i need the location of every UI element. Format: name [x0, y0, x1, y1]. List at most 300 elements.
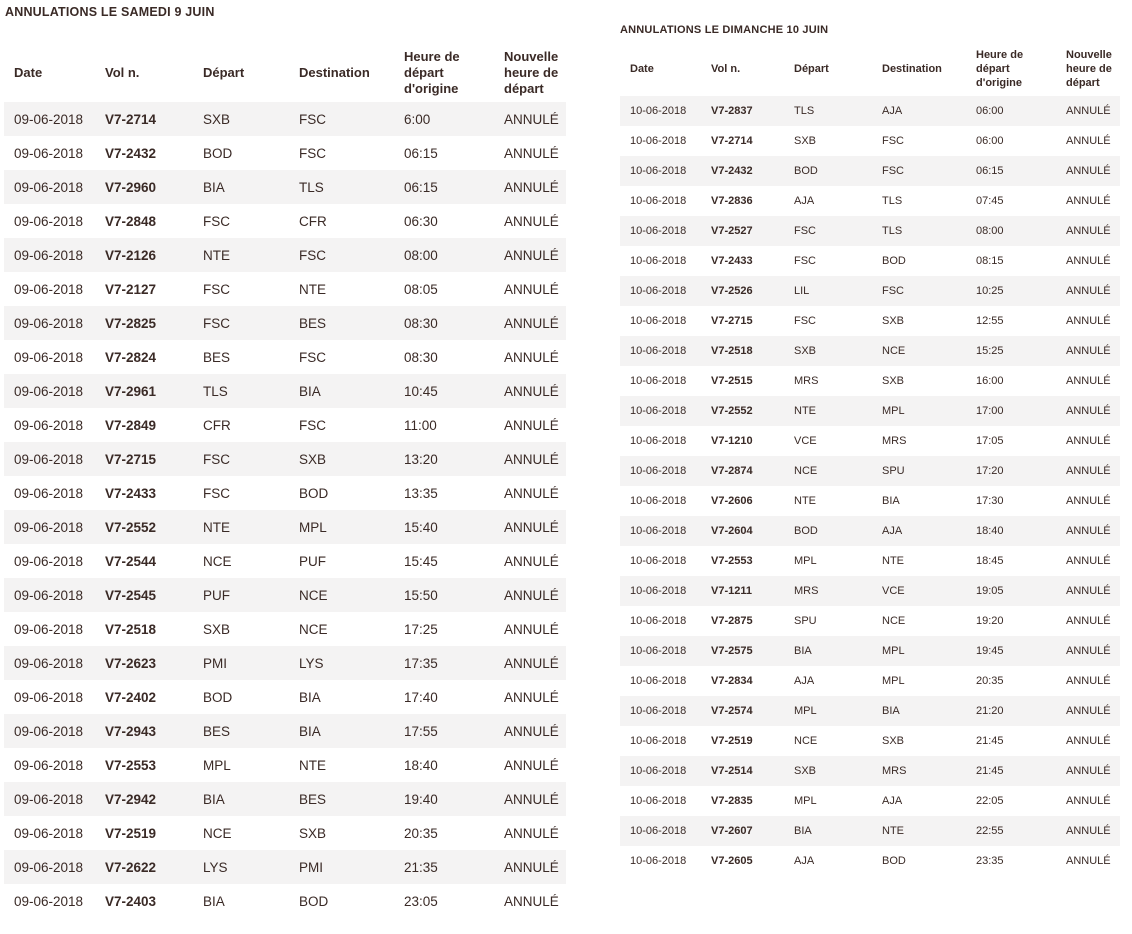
cell-original-time: 21:20	[966, 696, 1056, 726]
cell-flight: V7-2714	[95, 102, 193, 136]
cell-flight: V7-2519	[701, 726, 784, 756]
cell-new-time: ANNULÉ	[494, 340, 566, 374]
cell-original-time: 06:00	[966, 126, 1056, 156]
cell-original-time: 15:50	[394, 578, 494, 612]
table-row	[620, 96, 1120, 126]
sunday-table-header	[620, 44, 1120, 96]
cell-original-time: 17:35	[394, 646, 494, 680]
table-row	[4, 238, 566, 272]
cell-date: 09-06-2018	[4, 102, 95, 136]
cell-original-time: 17:20	[966, 456, 1056, 486]
cell-departure: NTE	[193, 238, 289, 272]
cell-date: 09-06-2018	[4, 476, 95, 510]
header-flight: Vol n.	[711, 63, 741, 76]
table-row	[4, 306, 566, 340]
cell-flight: V7-2604	[701, 516, 784, 546]
cell-flight: V7-2433	[701, 246, 784, 276]
cell-date: 09-06-2018	[4, 612, 95, 646]
table-row	[620, 576, 1120, 606]
table-row	[620, 546, 1120, 576]
cell-new-time: ANNULÉ	[1056, 426, 1120, 456]
cell-new-time: ANNULÉ	[1056, 666, 1120, 696]
cell-destination: BIA	[872, 486, 966, 516]
cell-destination: BOD	[872, 846, 966, 876]
cell-date: 09-06-2018	[4, 238, 95, 272]
cell-new-time: ANNULÉ	[494, 544, 566, 578]
cell-original-time: 12:55	[966, 306, 1056, 336]
cell-flight: V7-2575	[701, 636, 784, 666]
cell-destination: NTE	[289, 272, 394, 306]
cell-destination: FSC	[872, 156, 966, 186]
cell-original-time: 22:55	[966, 816, 1056, 846]
cell-original-time: 21:45	[966, 756, 1056, 786]
cell-date: 09-06-2018	[4, 442, 95, 476]
header-date: Date	[630, 63, 654, 76]
cell-new-time: ANNULÉ	[494, 306, 566, 340]
cell-flight: V7-2552	[95, 510, 193, 544]
table-row	[620, 336, 1120, 366]
cell-departure: AJA	[784, 186, 872, 216]
cell-date: 09-06-2018	[4, 748, 95, 782]
cell-date: 09-06-2018	[4, 340, 95, 374]
cell-flight: V7-2836	[701, 186, 784, 216]
cell-destination: NTE	[289, 748, 394, 782]
cell-original-time: 19:40	[394, 782, 494, 816]
table-row	[620, 696, 1120, 726]
cell-departure: BOD	[784, 516, 872, 546]
cell-departure: AJA	[784, 666, 872, 696]
cell-departure: FSC	[784, 216, 872, 246]
cell-original-time: 08:30	[394, 306, 494, 340]
cell-destination: BIA	[289, 680, 394, 714]
cell-departure: MPL	[784, 696, 872, 726]
cell-flight: V7-2874	[701, 456, 784, 486]
cell-new-time: ANNULÉ	[494, 646, 566, 680]
cell-departure: SXB	[193, 102, 289, 136]
cell-flight: V7-2403	[95, 884, 193, 918]
table-row	[620, 726, 1120, 756]
cell-departure: SXB	[193, 612, 289, 646]
table-row	[620, 516, 1120, 546]
cell-original-time: 6:00	[394, 102, 494, 136]
cell-original-time: 20:35	[966, 666, 1056, 696]
cell-destination: SXB	[289, 816, 394, 850]
cell-date: 10-06-2018	[620, 546, 701, 576]
cell-date: 10-06-2018	[620, 216, 701, 246]
cell-flight: V7-2837	[701, 96, 784, 126]
cell-flight: V7-2825	[95, 306, 193, 340]
cell-destination: NCE	[872, 336, 966, 366]
cell-departure: FSC	[784, 306, 872, 336]
cell-destination: FSC	[289, 238, 394, 272]
cell-departure: BIA	[193, 170, 289, 204]
cell-departure: NCE	[784, 456, 872, 486]
header-original-time: Heure de départ d'origine	[404, 48, 460, 97]
cell-date: 09-06-2018	[4, 782, 95, 816]
cell-flight: V7-1210	[701, 426, 784, 456]
table-row	[620, 186, 1120, 216]
cell-new-time: ANNULÉ	[1056, 156, 1120, 186]
table-row	[620, 756, 1120, 786]
cell-departure: NCE	[193, 544, 289, 578]
cell-flight: V7-2545	[95, 578, 193, 612]
cell-date: 10-06-2018	[620, 396, 701, 426]
cell-destination: CFR	[289, 204, 394, 238]
cell-original-time: 18:40	[966, 516, 1056, 546]
cell-new-time: ANNULÉ	[494, 238, 566, 272]
cell-departure: NCE	[193, 816, 289, 850]
cell-new-time: ANNULÉ	[494, 272, 566, 306]
table-row	[620, 306, 1120, 336]
cell-new-time: ANNULÉ	[494, 714, 566, 748]
cell-new-time: ANNULÉ	[1056, 696, 1120, 726]
table-row	[620, 126, 1120, 156]
cell-destination: MPL	[289, 510, 394, 544]
cell-date: 09-06-2018	[4, 850, 95, 884]
cell-new-time: ANNULÉ	[1056, 516, 1120, 546]
cell-new-time: ANNULÉ	[1056, 486, 1120, 516]
cell-date: 10-06-2018	[620, 846, 701, 876]
cell-original-time: 17:40	[394, 680, 494, 714]
header-destination: Destination	[882, 63, 942, 76]
cell-original-time: 17:55	[394, 714, 494, 748]
cell-destination: NCE	[289, 578, 394, 612]
cell-flight: V7-2605	[701, 846, 784, 876]
cell-date: 10-06-2018	[620, 486, 701, 516]
saturday-title: ANNULATIONS LE SAMEDI 9 JUIN	[5, 5, 215, 19]
cell-date: 09-06-2018	[4, 816, 95, 850]
cell-date: 10-06-2018	[620, 576, 701, 606]
cell-new-time: ANNULÉ	[1056, 246, 1120, 276]
cell-new-time: ANNULÉ	[1056, 456, 1120, 486]
cell-original-time: 06:15	[394, 136, 494, 170]
cell-flight: V7-2553	[701, 546, 784, 576]
cell-original-time: 07:45	[966, 186, 1056, 216]
cell-date: 09-06-2018	[4, 204, 95, 238]
cell-departure: NTE	[784, 486, 872, 516]
cell-destination: BES	[289, 306, 394, 340]
cell-flight: V7-2526	[701, 276, 784, 306]
table-row	[4, 884, 566, 918]
cell-flight: V7-2835	[701, 786, 784, 816]
cell-original-time: 21:35	[394, 850, 494, 884]
cell-destination: SPU	[872, 456, 966, 486]
cell-departure: FSC	[193, 204, 289, 238]
cell-departure: LIL	[784, 276, 872, 306]
cell-date: 10-06-2018	[620, 456, 701, 486]
table-row	[620, 816, 1120, 846]
cell-departure: FSC	[193, 306, 289, 340]
cell-date: 10-06-2018	[620, 366, 701, 396]
cell-new-time: ANNULÉ	[1056, 306, 1120, 336]
cell-destination: AJA	[872, 96, 966, 126]
cell-new-time: ANNULÉ	[1056, 816, 1120, 846]
cell-new-time: ANNULÉ	[494, 748, 566, 782]
cell-flight: V7-2834	[701, 666, 784, 696]
cell-new-time: ANNULÉ	[494, 612, 566, 646]
cell-original-time: 18:40	[394, 748, 494, 782]
cell-destination: FSC	[289, 136, 394, 170]
cell-new-time: ANNULÉ	[1056, 636, 1120, 666]
cell-new-time: ANNULÉ	[494, 850, 566, 884]
cell-departure: BIA	[193, 782, 289, 816]
cell-destination: AJA	[872, 786, 966, 816]
cell-destination: PUF	[289, 544, 394, 578]
cell-flight: V7-2943	[95, 714, 193, 748]
table-row	[4, 272, 566, 306]
table-row	[4, 850, 566, 884]
cell-date: 10-06-2018	[620, 306, 701, 336]
cell-date: 09-06-2018	[4, 884, 95, 918]
cell-flight: V7-2848	[95, 204, 193, 238]
table-row	[620, 426, 1120, 456]
table-row	[4, 680, 566, 714]
cell-date: 10-06-2018	[620, 786, 701, 816]
cell-departure: NTE	[784, 396, 872, 426]
cell-date: 09-06-2018	[4, 306, 95, 340]
cell-date: 10-06-2018	[620, 186, 701, 216]
cell-departure: SXB	[784, 756, 872, 786]
cell-destination: MRS	[872, 426, 966, 456]
cell-flight: V7-2623	[95, 646, 193, 680]
table-row	[4, 544, 566, 578]
cell-flight: V7-2960	[95, 170, 193, 204]
table-row	[4, 102, 566, 136]
table-row	[4, 340, 566, 374]
cell-departure: MPL	[784, 546, 872, 576]
table-row	[620, 276, 1120, 306]
cell-new-time: ANNULÉ	[494, 408, 566, 442]
cell-date: 10-06-2018	[620, 96, 701, 126]
table-row	[4, 714, 566, 748]
table-row	[620, 486, 1120, 516]
cell-flight: V7-2552	[701, 396, 784, 426]
cell-flight: V7-2715	[95, 442, 193, 476]
cell-flight: V7-2402	[95, 680, 193, 714]
cell-new-time: ANNULÉ	[1056, 336, 1120, 366]
cell-flight: V7-2574	[701, 696, 784, 726]
cell-original-time: 20:35	[394, 816, 494, 850]
cell-destination: BIA	[872, 696, 966, 726]
cell-original-time: 23:05	[394, 884, 494, 918]
cell-destination: FSC	[289, 408, 394, 442]
cell-original-time: 17:05	[966, 426, 1056, 456]
table-row	[4, 816, 566, 850]
cell-new-time: ANNULÉ	[494, 782, 566, 816]
cell-destination: SXB	[872, 366, 966, 396]
cell-departure: TLS	[784, 96, 872, 126]
cell-date: 10-06-2018	[620, 426, 701, 456]
table-row	[620, 216, 1120, 246]
table-row	[4, 612, 566, 646]
table-row	[620, 156, 1120, 186]
cell-new-time: ANNULÉ	[1056, 756, 1120, 786]
cell-new-time: ANNULÉ	[494, 374, 566, 408]
cell-original-time: 15:25	[966, 336, 1056, 366]
cell-date: 10-06-2018	[620, 666, 701, 696]
cell-departure: BOD	[193, 680, 289, 714]
cell-destination: MPL	[872, 396, 966, 426]
header-departure: Départ	[203, 64, 245, 80]
cell-flight: V7-2715	[701, 306, 784, 336]
saturday-table-body	[4, 102, 566, 918]
cell-destination: VCE	[872, 576, 966, 606]
cell-departure: MPL	[193, 748, 289, 782]
cell-original-time: 19:45	[966, 636, 1056, 666]
cell-original-time: 15:40	[394, 510, 494, 544]
cell-destination: NTE	[872, 546, 966, 576]
cell-destination: SXB	[872, 726, 966, 756]
cell-original-time: 17:00	[966, 396, 1056, 426]
cell-destination: TLS	[289, 170, 394, 204]
table-row	[4, 136, 566, 170]
cell-flight: V7-2622	[95, 850, 193, 884]
cell-date: 09-06-2018	[4, 170, 95, 204]
cell-departure: BES	[193, 714, 289, 748]
cell-new-time: ANNULÉ	[494, 578, 566, 612]
cell-date: 09-06-2018	[4, 680, 95, 714]
cell-original-time: 17:30	[966, 486, 1056, 516]
cell-original-time: 08:30	[394, 340, 494, 374]
cell-departure: CFR	[193, 408, 289, 442]
cell-destination: TLS	[872, 186, 966, 216]
cell-destination: FSC	[872, 276, 966, 306]
cell-original-time: 13:35	[394, 476, 494, 510]
cell-original-time: 23:35	[966, 846, 1056, 876]
cell-date: 10-06-2018	[620, 816, 701, 846]
cell-departure: MRS	[784, 366, 872, 396]
saturday-table-header	[4, 44, 566, 102]
cell-destination: FSC	[872, 126, 966, 156]
cell-departure: FSC	[193, 476, 289, 510]
cell-departure: PUF	[193, 578, 289, 612]
cell-departure: SXB	[784, 336, 872, 366]
cell-date: 10-06-2018	[620, 276, 701, 306]
cell-departure: BOD	[784, 156, 872, 186]
cell-departure: BOD	[193, 136, 289, 170]
cell-flight: V7-2961	[95, 374, 193, 408]
cell-destination: MRS	[872, 756, 966, 786]
cell-departure: NCE	[784, 726, 872, 756]
cell-original-time: 22:05	[966, 786, 1056, 816]
cell-departure: FSC	[193, 272, 289, 306]
cell-departure: MPL	[784, 786, 872, 816]
cell-new-time: ANNULÉ	[494, 816, 566, 850]
cell-date: 09-06-2018	[4, 714, 95, 748]
cell-departure: TLS	[193, 374, 289, 408]
cell-departure: FSC	[193, 442, 289, 476]
cell-date: 10-06-2018	[620, 516, 701, 546]
cell-new-time: ANNULÉ	[1056, 546, 1120, 576]
saturday-table	[4, 44, 566, 918]
table-row	[620, 456, 1120, 486]
cell-destination: PMI	[289, 850, 394, 884]
cell-flight: V7-2875	[701, 606, 784, 636]
cell-original-time: 06:30	[394, 204, 494, 238]
cell-departure: AJA	[784, 846, 872, 876]
table-row	[4, 748, 566, 782]
cell-date: 09-06-2018	[4, 136, 95, 170]
cell-destination: SXB	[289, 442, 394, 476]
cell-new-time: ANNULÉ	[1056, 216, 1120, 246]
cell-destination: TLS	[872, 216, 966, 246]
cell-original-time: 17:25	[394, 612, 494, 646]
cell-destination: BIA	[289, 374, 394, 408]
cell-new-time: ANNULÉ	[494, 476, 566, 510]
header-original-time: Heure de départ d'origine	[976, 49, 1024, 89]
cell-flight: V7-2127	[95, 272, 193, 306]
cell-flight: V7-2433	[95, 476, 193, 510]
cell-departure: VCE	[784, 426, 872, 456]
cell-new-time: ANNULÉ	[1056, 276, 1120, 306]
cell-original-time: 11:00	[394, 408, 494, 442]
cell-departure: LYS	[193, 850, 289, 884]
table-row	[4, 408, 566, 442]
cell-original-time: 06:00	[966, 96, 1056, 126]
cell-flight: V7-2518	[701, 336, 784, 366]
cell-new-time: ANNULÉ	[1056, 186, 1120, 216]
sunday-table-body	[620, 96, 1120, 876]
cell-date: 09-06-2018	[4, 374, 95, 408]
sunday-title: ANNULATIONS LE DIMANCHE 10 JUIN	[620, 24, 829, 36]
table-row	[620, 666, 1120, 696]
cell-new-time: ANNULÉ	[494, 442, 566, 476]
cell-departure: FSC	[784, 246, 872, 276]
cell-new-time: ANNULÉ	[494, 510, 566, 544]
cell-date: 10-06-2018	[620, 756, 701, 786]
cell-new-time: ANNULÉ	[1056, 606, 1120, 636]
header-new-time: Nouvelle heure de départ	[1066, 49, 1112, 89]
cell-flight: V7-2849	[95, 408, 193, 442]
cell-date: 09-06-2018	[4, 510, 95, 544]
cell-flight: V7-2606	[701, 486, 784, 516]
cell-departure: PMI	[193, 646, 289, 680]
cell-date: 10-06-2018	[620, 246, 701, 276]
cell-destination: BOD	[289, 884, 394, 918]
cell-new-time: ANNULÉ	[494, 884, 566, 918]
cell-destination: NTE	[872, 816, 966, 846]
cell-destination: AJA	[872, 516, 966, 546]
cell-original-time: 21:45	[966, 726, 1056, 756]
cell-flight: V7-2515	[701, 366, 784, 396]
cell-original-time: 08:05	[394, 272, 494, 306]
cell-original-time: 08:15	[966, 246, 1056, 276]
cell-flight: V7-2518	[95, 612, 193, 646]
header-destination: Destination	[299, 64, 370, 80]
cell-original-time: 15:45	[394, 544, 494, 578]
cell-flight: V7-1211	[701, 576, 784, 606]
cell-new-time: ANNULÉ	[494, 204, 566, 238]
cell-flight: V7-2607	[701, 816, 784, 846]
cell-date: 10-06-2018	[620, 636, 701, 666]
cell-flight: V7-2824	[95, 340, 193, 374]
cell-destination: NCE	[872, 606, 966, 636]
cell-original-time: 10:25	[966, 276, 1056, 306]
table-row	[4, 476, 566, 510]
table-row	[620, 396, 1120, 426]
table-row	[620, 786, 1120, 816]
table-row	[4, 170, 566, 204]
cell-destination: BOD	[289, 476, 394, 510]
table-row	[4, 578, 566, 612]
cell-new-time: ANNULÉ	[1056, 126, 1120, 156]
table-row	[620, 846, 1120, 876]
cell-new-time: ANNULÉ	[1056, 96, 1120, 126]
table-row	[4, 646, 566, 680]
cell-date: 10-06-2018	[620, 606, 701, 636]
cell-destination: NCE	[289, 612, 394, 646]
cell-departure: SPU	[784, 606, 872, 636]
